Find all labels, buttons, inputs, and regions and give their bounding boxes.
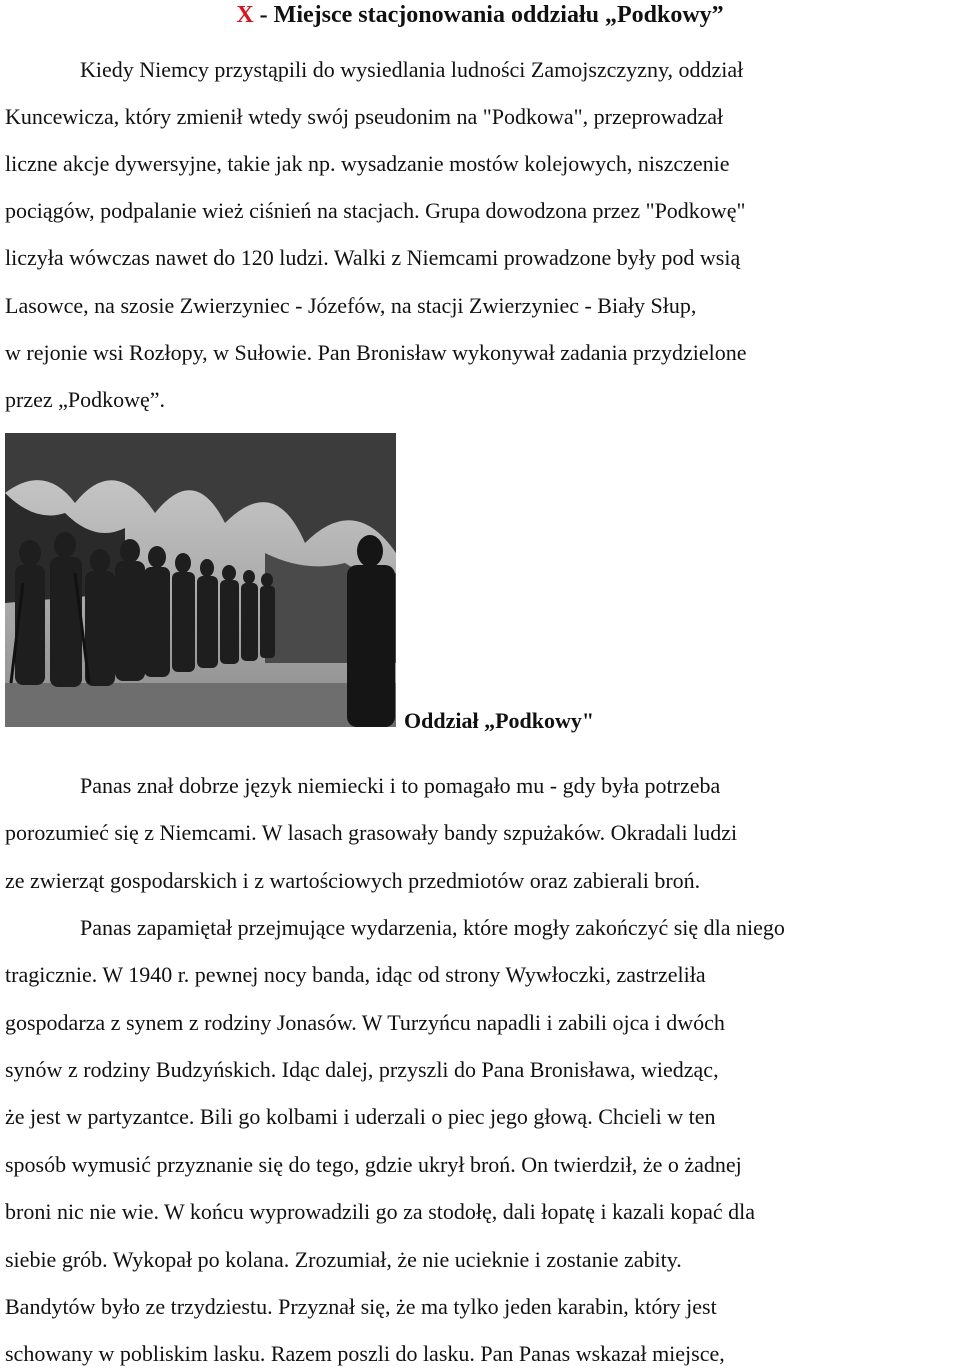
body-line: że jest w partyzantce. Bili go kolbami i uderzali o piec jego głową. Chcieli w ten — [5, 1104, 716, 1129]
body-line: Panas znał dobrze język niemiecki i to pomagało mu - gdy była potrzeba — [80, 773, 721, 798]
title-separator: - — [253, 2, 274, 28]
body-line: siebie grób. Wykopał po kolana. Zrozumiał, że nie ucieknie i zostanie zabity. — [5, 1247, 682, 1272]
body-line: schowany w pobliskim lasku. Razem poszli do lasku. Pan Panas wskazał miejsce, — [5, 1341, 725, 1366]
intro-line: Kiedy Niemcy przystąpili do wysiedlania ludności Zamojszczyzny, oddział — [80, 57, 744, 82]
intro-line: pociągów, podpalanie wież ciśnień na stacjach. Grupa dowodzona przez "Podkowę" — [5, 198, 746, 223]
partisan-unit-photo — [5, 433, 396, 727]
photo-illustration — [5, 433, 396, 727]
title-text: Miejsce stacjonowania oddziału „Podkowy” — [273, 2, 724, 28]
body-line: porozumieć się z Niemcami. W lasach grasowały bandy szpużaków. Okradali ludzi — [5, 820, 738, 845]
intro-line: liczyła wówczas nawet do 120 ludzi. Walki z Niemcami prowadzone były pod wsią — [5, 245, 741, 270]
body-line: Bandytów było ze trzydziestu. Przyznał się, że ma tylko jeden karabin, który jest — [5, 1294, 717, 1319]
intro-line: w rejonie wsi Rozłopy, w Sułowie. Pan Bronisław wykonywał zadania przydzielone — [5, 340, 747, 365]
body-line: synów z rodziny Budzyńskich. Idąc dalej, przyszli do Pana Bronisława, wiedząc, — [5, 1057, 719, 1082]
body-line: gospodarza z synem z rodziny Jonasów. W Turzyńcu napadli i zabili ojca i dwóch — [5, 1010, 725, 1035]
page-title — [0, 0, 960, 30]
body-line: ze zwierząt gospodarskich i z wartościowych przedmiotów oraz zabierali broń. — [5, 868, 701, 893]
intro-line: Kuncewicza, który zmienił wtedy swój pseudonim na "Podkowa", przeprowadzał — [5, 104, 724, 129]
body-line: broni nic nie wie. W końcu wyprowadzili go za stodołę, dali łopatę i kazali kopać dla — [5, 1199, 756, 1224]
body-line: Panas zapamiętał przejmujące wydarzenia, które mogły zakończyć się dla niego — [80, 915, 785, 940]
intro-line: liczne akcje dywersyjne, takie jak np. wysadzanie mostów kolejowych, niszczenie — [5, 151, 730, 176]
body-line: sposób wymusić przyznanie się do tego, gdzie ukrył broń. On twierdził, że o żadnej — [5, 1152, 742, 1177]
intro-line: Lasowce, na szosie Zwierzyniec - Józefów, na stacji Zwierzyniec - Biały Słup, — [5, 293, 697, 318]
photo-caption: Oddział „Podkowy" — [404, 708, 595, 733]
section-marker: X — [236, 2, 254, 28]
intro-line: przez „Podkowę”. — [5, 387, 166, 412]
body-line: tragicznie. W 1940 r. pewnej nocy banda, idąc od strony Wywłoczki, zastrzeliła — [5, 962, 706, 987]
